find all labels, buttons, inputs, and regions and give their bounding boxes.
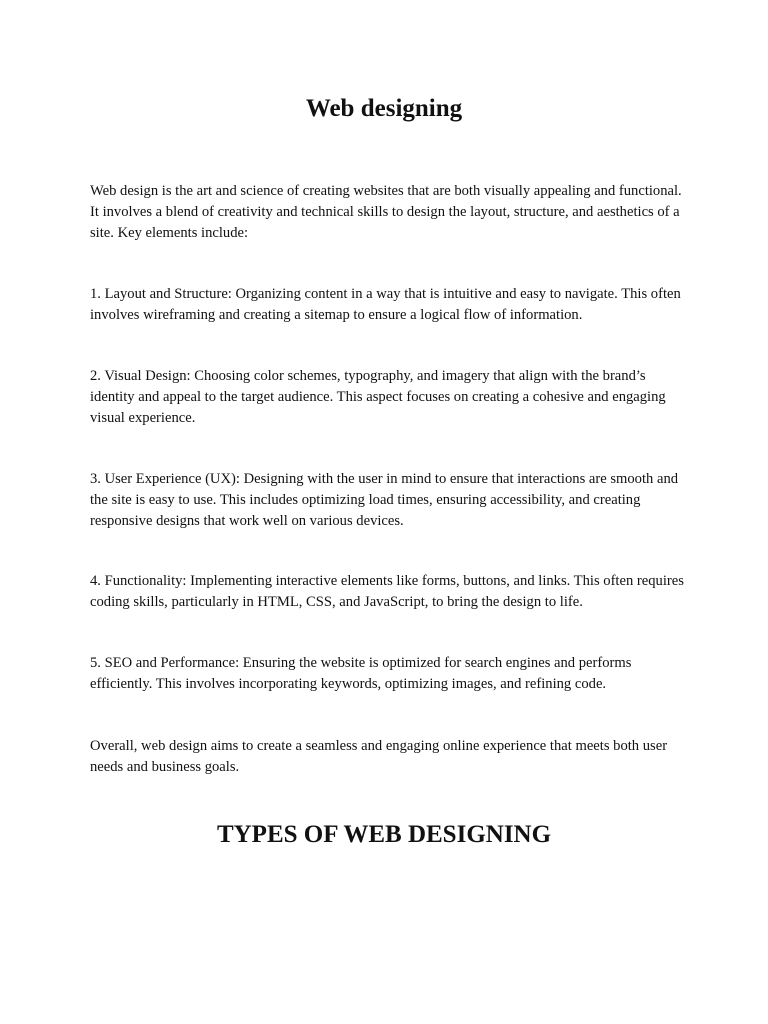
element-paragraph-functionality: 4. Functionality: Implementing interactive elements like forms, buttons, and links. This often requires coding skills, particularly in HTML, CSS, and JavaScript, to bring the design to life. [90,573,684,610]
page-title: Web designing [305,95,463,122]
element-paragraph-seo: 5. SEO and Performance: Ensuring the website is optimized for search engines and performs efficiently. This involves incorporating keywords, optimizing images, and refining code. [90,655,632,692]
conclusion-paragraph: Overall, web design aims to create a seamless and engaging online experience that meets both user needs and business goals. [90,738,668,775]
intro-paragraph: Web design is the art and science of creating websites that are both visually appealing and functional. It involves a blend of creativity and technical skills to design the layout, structure, and aesthetics of a site. Key elements include: [90,183,682,241]
section-heading: TYPES OF WEB DESIGNING [216,821,552,848]
element-paragraph-layout: 1. Layout and Structure: Organizing content in a way that is intuitive and easy to navigate. This often involves wireframing and creating a sitemap to ensure a logical flow of information. [90,286,681,323]
element-paragraph-visual-design: 2. Visual Design: Choosing color schemes, typography, and imagery that align with the brand’s identity and appeal to the target audience. This aspect focuses on creating a cohesive and engaging visual experience. [90,368,666,426]
element-paragraph-user-experience: 3. User Experience (UX): Designing with the user in mind to ensure that interactions are smooth and the site is easy to use. This includes optimizing load times, ensuring accessibility, and creating responsive designs that work well on various devices. [90,471,679,529]
